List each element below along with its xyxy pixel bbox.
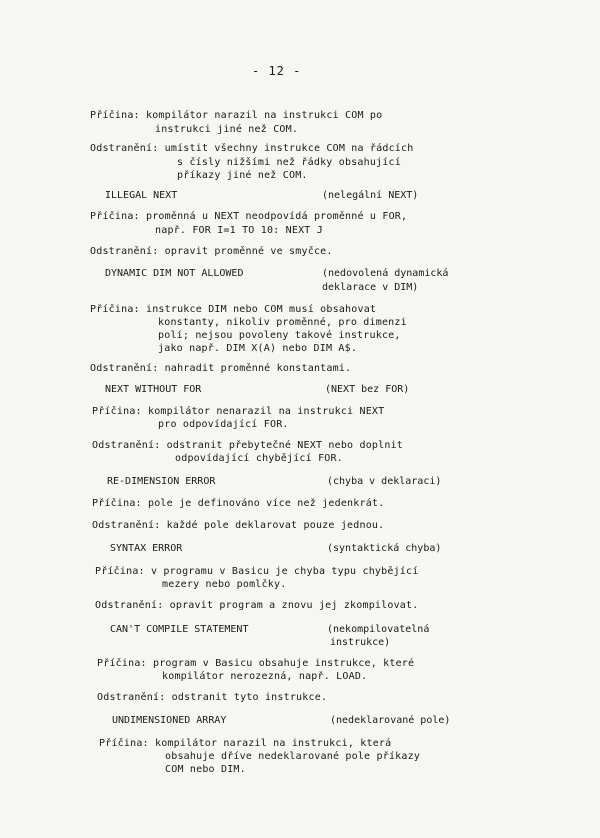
error-name: ILLEGAL NEXT <box>105 190 178 201</box>
error-explanation: (nedovolená dynamická <box>322 268 449 279</box>
cause-line: pro odpovídající FOR. <box>158 419 289 430</box>
cause-line: obsahuje dříve nedeklarované pole příkazy <box>165 751 421 762</box>
cause-line: Příčina: kompilátor narazil na instrukci COM po <box>90 110 383 121</box>
cause-line: Příčina: proměnná u NEXT neodpovídá proměnné u FOR, <box>90 211 408 222</box>
error-explanation: (NEXT bez FOR) <box>325 384 410 395</box>
fix-line: Odstranění: odstranit tyto instrukce. <box>97 692 328 703</box>
cause-line: Příčina: v programu v Basicu je chyba typu chybějící <box>95 566 419 577</box>
cause-line: COM nebo DIM. <box>165 764 246 775</box>
fix-line: Odstranění: nahradit proměnné konstantami. <box>90 363 352 374</box>
cause-line: jako např. DIM X(A) nebo DIM A$. <box>158 343 358 354</box>
error-name: UNDIMENSIONED ARRAY <box>112 715 227 726</box>
cause-line: např. FOR I=1 TO 10: NEXT J <box>155 225 323 236</box>
cause-line: Příčina: program v Basicu obsahuje instrukce, které <box>97 658 415 669</box>
cause-line: instrukci jiné než COM. <box>155 124 299 135</box>
page-number: - 12 - <box>252 64 302 78</box>
error-explanation: (chyba v deklaraci) <box>327 476 442 487</box>
cause-line: polí; nejsou povoleny takové instrukce, <box>158 330 401 341</box>
fix-line: Odstranění: opravit program a znovu jej zkompilovat. <box>95 600 419 611</box>
error-explanation: (syntaktická chyba) <box>327 543 442 554</box>
cause-line: Příčina: pole je definováno více než jedenkrát. <box>92 498 385 509</box>
cause-line: Příčina: instrukce DIM nebo COM musí obsahovat <box>90 304 377 315</box>
fix-line: Odstranění: každé pole deklarovat pouze jednou. <box>92 520 385 531</box>
error-explanation: instrukce) <box>330 637 391 648</box>
error-name: CAN'T COMPILE STATEMENT <box>110 624 249 635</box>
error-explanation: deklarace v DIM) <box>322 282 419 293</box>
error-name: NEXT WITHOUT FOR <box>105 384 202 395</box>
error-explanation: (nekompilovatelná <box>327 624 430 635</box>
fix-line: odpovídající chybějící FOR. <box>175 453 343 464</box>
error-name: RE-DIMENSION ERROR <box>107 476 216 487</box>
fix-line: příkazy jiné než COM. <box>177 170 308 181</box>
cause-line: Příčina: kompilátor narazil na instrukci, která <box>99 738 392 749</box>
cause-line: kompilátor nerozezná, např. LOAD. <box>162 671 368 682</box>
fix-line: Odstranění: odstranit přebytečné NEXT nebo doplnit <box>92 440 404 451</box>
cause-line: Příčina: kompilátor nenarazil na instrukci NEXT <box>92 406 385 417</box>
cause-line: konstanty, nikoliv proměnné, pro dimenzi <box>158 317 407 328</box>
fix-line: Odstranění: umístit všechny instrukce COM na řádcích <box>90 143 414 154</box>
error-name: DYNAMIC DIM NOT ALLOWED <box>105 268 244 279</box>
fix-line: Odstranění: opravit proměnné ve smyčce. <box>90 246 333 257</box>
error-name: SYNTAX ERROR <box>110 543 183 554</box>
cause-line: mezery nebo pomlčky. <box>162 579 287 590</box>
error-explanation: (nedeklarované pole) <box>330 715 451 726</box>
fix-line: s čísly nižšími než řádky obsahující <box>177 157 401 168</box>
error-explanation: (nelegální NEXT) <box>322 190 419 201</box>
